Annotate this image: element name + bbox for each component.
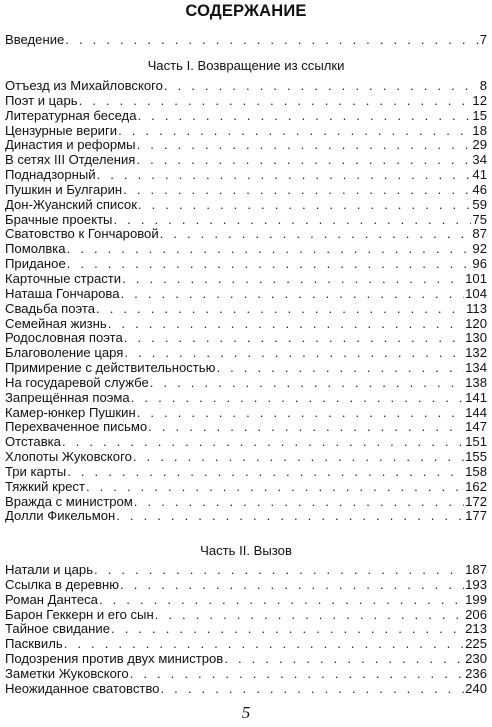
- part-2-list: [5, 563, 487, 697]
- toc-entry-label: Свадьба поэта: [5, 300, 96, 316]
- toc-entry[interactable]: [5, 346, 487, 361]
- toc-entry-label: Пасквиль: [5, 636, 63, 652]
- toc-entry-page: 147: [465, 419, 487, 435]
- toc-entry-page: 96: [472, 256, 487, 272]
- toc-entry-label: Дон-Жуанский список: [5, 196, 137, 212]
- toc-entry[interactable]: [5, 406, 487, 421]
- leader-dots: [148, 420, 464, 435]
- toc-entry-page: 12: [472, 92, 487, 108]
- toc-entry-label: Натали и царь: [5, 562, 94, 577]
- toc-entry[interactable]: [5, 435, 487, 450]
- toc-entry-page: 18: [472, 122, 487, 138]
- leader-dots: [113, 213, 471, 228]
- leader-dots: [134, 495, 464, 510]
- toc-entry-label: Запрещённая поэма: [5, 389, 130, 405]
- toc-entry-label: Карточные страсти: [5, 270, 122, 286]
- toc-entry[interactable]: [5, 608, 487, 623]
- leader-dots: [216, 361, 464, 376]
- toc-entry[interactable]: [5, 331, 487, 346]
- toc-entry-page: 199: [465, 591, 487, 607]
- page-number: 5: [241, 703, 251, 722]
- toc-entry-label: Отставка: [5, 434, 61, 450]
- toc-entry[interactable]: [5, 124, 487, 139]
- toc-entry-label: Введение: [5, 32, 65, 47]
- toc-entry-label: Помолвка: [5, 241, 66, 257]
- toc-entry[interactable]: [5, 302, 487, 317]
- leader-dots: [131, 391, 464, 406]
- toc-entry[interactable]: [5, 391, 487, 406]
- leader-dots: [224, 652, 464, 667]
- toc-entry-label: Семейная жизнь: [5, 315, 107, 331]
- leader-dots: [97, 168, 472, 183]
- leader-dots: [124, 331, 464, 346]
- toc-entry-page: 206: [465, 606, 487, 622]
- leader-dots: [116, 509, 464, 524]
- toc-entry-page: 113: [466, 300, 487, 316]
- part-1-heading: Часть I. Возвращение из ссылки: [147, 58, 345, 73]
- toc-entry[interactable]: [5, 480, 487, 495]
- leader-dots: [118, 124, 471, 139]
- toc-entry-page: 193: [465, 576, 487, 592]
- toc-entry-page: 172: [465, 493, 487, 509]
- leader-dots: [62, 435, 464, 450]
- leader-dots: [99, 593, 464, 608]
- toc-entry[interactable]: [5, 652, 487, 667]
- leader-dots: [136, 153, 471, 168]
- toc-entry[interactable]: [5, 213, 487, 228]
- toc-entry-label: В сетях III Отделения: [5, 152, 136, 168]
- toc-entry-label: Тайное свидание: [5, 621, 111, 637]
- leader-dots: [94, 563, 464, 578]
- leader-dots: [79, 94, 472, 109]
- toc-entry-label: Благоволение царя: [5, 345, 124, 361]
- toc-entry-page: 87: [472, 226, 487, 242]
- toc-entry-label: Приданое: [5, 256, 66, 272]
- leader-dots: [155, 608, 464, 623]
- leader-dots: [65, 33, 478, 48]
- toc-entry-label: Роман Дантеса: [5, 591, 98, 607]
- toc-entry-page: 41: [472, 167, 487, 183]
- leader-dots: [67, 257, 472, 272]
- toc-entry-intro[interactable]: [5, 33, 487, 48]
- leader-dots: [67, 465, 464, 480]
- toc-entry[interactable]: [5, 420, 487, 435]
- toc-entry-page: 29: [472, 137, 487, 153]
- leader-dots: [160, 227, 472, 242]
- toc-entry-label: Пушкин и Булгарин: [5, 181, 123, 197]
- toc-entry-page: 158: [465, 463, 487, 479]
- leader-dots: [133, 450, 464, 465]
- leader-dots: [64, 637, 464, 652]
- toc-entry[interactable]: [5, 622, 487, 637]
- leader-dots: [86, 480, 464, 495]
- toc-entry-label: Примирение с действительностью: [5, 360, 216, 376]
- toc-entry[interactable]: [5, 94, 487, 109]
- toc-entry[interactable]: [5, 495, 487, 510]
- leader-dots: [120, 578, 464, 593]
- toc-entry-label: Три карты: [5, 463, 67, 479]
- toc-entry[interactable]: [5, 376, 487, 391]
- toc-entry-page: 240: [465, 680, 487, 696]
- toc-entry-page: 177: [465, 508, 487, 524]
- toc-entry-page: 141: [465, 389, 487, 405]
- part-2-heading: Часть II. Вызов: [200, 543, 292, 558]
- toc-entry-page: 101: [465, 270, 487, 286]
- toc-entry-label: Наташа Гончарова: [5, 285, 120, 301]
- toc-entry-page: 187: [465, 562, 487, 577]
- toc-entry-page: 120: [465, 315, 487, 331]
- toc-entry[interactable]: [5, 227, 487, 242]
- toc-entry[interactable]: [5, 682, 487, 697]
- toc-entry[interactable]: [5, 153, 487, 168]
- toc-entry[interactable]: [5, 578, 487, 593]
- toc-entry-page: 236: [465, 665, 487, 681]
- toc-entry[interactable]: [5, 79, 487, 94]
- toc-entry[interactable]: [5, 563, 487, 578]
- toc-entry[interactable]: [5, 361, 487, 376]
- toc-entry-label: Поднадзорный: [5, 167, 96, 183]
- toc-entry-label: Камер-юнкер Пушкин: [5, 404, 136, 420]
- toc-entry-label: Сватовство к Гончаровой: [5, 226, 159, 242]
- toc-entry[interactable]: [5, 450, 487, 465]
- toc-entry-label: Неожиданное сватовство: [5, 680, 160, 696]
- toc-entry-label: Брачные проекты: [5, 211, 113, 227]
- toc-entry-label: Тяжкий крест: [5, 478, 85, 494]
- toc-entry-page: 225: [465, 636, 487, 652]
- leader-dots: [122, 272, 464, 287]
- leader-dots: [130, 667, 464, 682]
- toc-entry-page: 75: [472, 211, 487, 227]
- leader-dots: [124, 346, 464, 361]
- toc-entry-label: Династия и реформы: [5, 137, 136, 153]
- leader-dots: [121, 287, 465, 302]
- leader-dots: [160, 682, 464, 697]
- toc-entry[interactable]: [5, 138, 487, 153]
- leader-dots: [137, 138, 472, 153]
- toc-entry-label: Поэт и царь: [5, 92, 78, 108]
- leader-dots: [137, 406, 464, 421]
- toc-entry[interactable]: [5, 272, 487, 287]
- toc-entry-page: 138: [465, 374, 487, 390]
- toc-entry-page: 132: [465, 345, 487, 361]
- toc-entry-page: 230: [465, 651, 487, 667]
- toc-entry[interactable]: [5, 465, 487, 480]
- leader-dots: [96, 302, 465, 317]
- toc-entry-label: Отъезд из Михайловского: [5, 78, 163, 93]
- leader-dots: [108, 317, 464, 332]
- toc-entry[interactable]: [5, 198, 487, 213]
- leader-dots: [111, 622, 464, 637]
- leader-dots: [150, 376, 464, 391]
- leader-dots: [138, 198, 471, 213]
- toc-entry-page: 134: [465, 360, 487, 376]
- toc-entry[interactable]: [5, 317, 487, 332]
- toc-entry-label: Перехваченное письмо: [5, 419, 148, 435]
- toc-entry-label: Заметки Жуковского: [5, 665, 129, 681]
- toc-entry-page: 104: [465, 285, 487, 301]
- toc-entry-label: Барон Геккерн и его сын: [5, 606, 154, 622]
- page-title: СОДЕРЖАНИЕ: [185, 2, 307, 20]
- toc-entry[interactable]: [5, 168, 487, 183]
- toc-entry[interactable]: [5, 183, 487, 198]
- toc-entry-page: 155: [465, 449, 487, 465]
- toc-entry-label: Литературная беседа: [5, 107, 137, 123]
- toc-entry-page: 92: [472, 241, 487, 257]
- toc-entry-label: Родословная поэта: [5, 330, 123, 346]
- toc-entry-label: Ссылка в деревню: [5, 576, 120, 592]
- toc-entry-page: 144: [465, 404, 487, 420]
- leader-dots: [123, 183, 471, 198]
- toc-entry-page: 15: [472, 107, 487, 123]
- toc-entry-page: 59: [472, 196, 487, 212]
- toc-entry-page: 130: [465, 330, 487, 346]
- toc-entry[interactable]: [5, 242, 487, 257]
- toc-entry-label: На государевой службе: [5, 374, 149, 390]
- toc-entry[interactable]: [5, 287, 487, 302]
- toc-entry-page: 162: [465, 478, 487, 494]
- leader-dots: [137, 109, 471, 124]
- toc-entry-page: 213: [465, 621, 487, 637]
- toc-entry-label: Вражда с министром: [5, 493, 133, 509]
- leader-dots: [67, 242, 472, 257]
- toc-entry-page: 46: [472, 181, 487, 197]
- toc-entry-label: Хлопоты Жуковского: [5, 449, 132, 465]
- intro-block: [5, 33, 487, 48]
- toc-entry-page: 8: [479, 78, 487, 93]
- toc-entry[interactable]: [5, 593, 487, 608]
- part-1-list: [5, 79, 487, 524]
- toc-entry[interactable]: [5, 509, 487, 524]
- toc-entry-label: Цензурные вериги: [5, 122, 118, 138]
- toc-entry-label: Подозрения против двух министров: [5, 651, 224, 667]
- toc-entry[interactable]: [5, 109, 487, 124]
- toc-entry-page: 151: [465, 434, 487, 450]
- toc-entry[interactable]: [5, 637, 487, 652]
- leader-dots: [164, 79, 479, 94]
- toc-entry[interactable]: [5, 257, 487, 272]
- toc-entry-label: Долли Фикельмон: [5, 508, 116, 524]
- toc-entry-page: 34: [472, 152, 487, 168]
- toc-entry-page: 7: [479, 32, 487, 47]
- toc-entry[interactable]: [5, 667, 487, 682]
